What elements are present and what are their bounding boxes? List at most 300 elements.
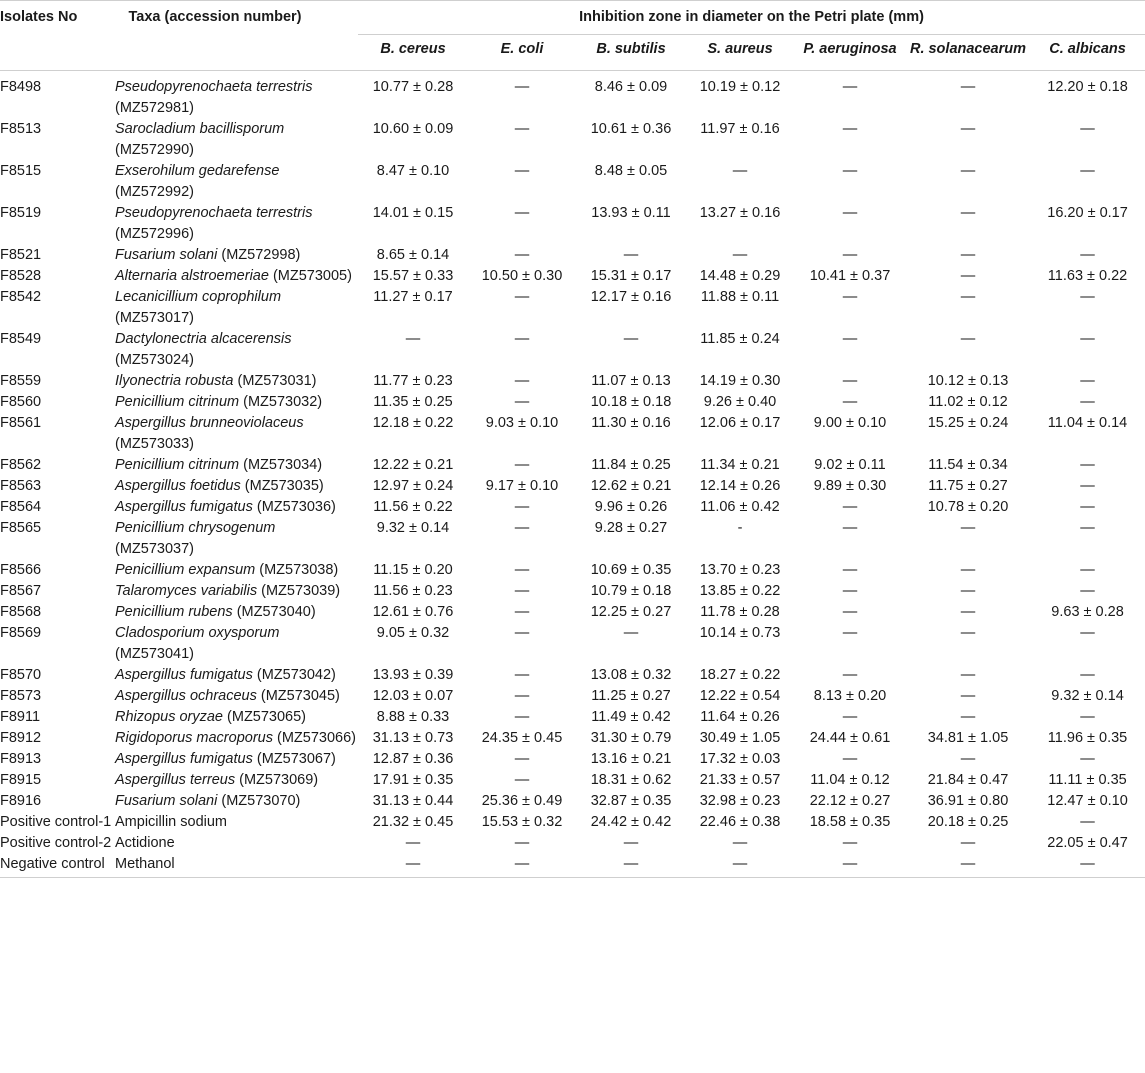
- table-row: [0, 392, 1145, 413]
- inhibition-value-cell: —: [514, 163, 530, 179]
- inhibition-value-cell: 36.91 ± 0.80: [927, 793, 1009, 809]
- accession-number: (MZ573039): [261, 583, 341, 599]
- inhibition-value-cell: —: [1080, 457, 1095, 473]
- inhibition-value-cell: —: [514, 625, 530, 641]
- table-row: [0, 266, 1145, 287]
- inhibition-value-cell: —: [960, 79, 976, 95]
- inhibition-value-cell: —: [732, 835, 748, 851]
- inhibition-value-cell: —: [1080, 163, 1095, 179]
- inhibition-value-cell: —: [1080, 667, 1095, 683]
- inhibition-value-cell: 11.27 ± 0.17: [373, 289, 453, 305]
- inhibition-value-cell: 13.93 ± 0.39: [372, 667, 454, 683]
- isolate-id-cell: F8498: [0, 79, 42, 95]
- inhibition-value-cell: —: [960, 247, 976, 263]
- inhibition-value-cell: —: [1080, 856, 1095, 872]
- inhibition-value-cell: —: [514, 667, 530, 683]
- inhibition-value-cell: 11.07 ± 0.13: [591, 373, 671, 389]
- inhibition-value-cell: —: [623, 625, 639, 641]
- isolate-id-cell: F8564: [0, 499, 42, 515]
- taxa-cell: [112, 455, 358, 476]
- inhibition-value-cell: —: [842, 835, 858, 851]
- inhibition-value-cell: 24.42 ± 0.42: [590, 814, 672, 830]
- isolate-id-cell: F8528: [0, 268, 42, 284]
- taxa-cell: [112, 581, 358, 602]
- inhibition-value-cell: 13.08 ± 0.32: [590, 667, 672, 683]
- inhibition-value-cell: —: [960, 205, 976, 221]
- inhibition-value-cell: 12.03 ± 0.07: [372, 688, 454, 704]
- inhibition-value-cell: —: [514, 289, 530, 305]
- inhibition-value-cell: —: [842, 289, 858, 305]
- taxon-name: Aspergillus fumigatus: [115, 751, 253, 767]
- inhibition-value-cell: 9.63 ± 0.28: [1051, 604, 1124, 620]
- isolate-id-cell: F8561: [0, 415, 42, 431]
- taxa-cell: [112, 119, 358, 161]
- table-row: [0, 203, 1145, 245]
- inhibition-value-cell: —: [514, 499, 530, 515]
- taxa-cell: [112, 749, 358, 770]
- table-row: [0, 476, 1145, 497]
- inhibition-value-cell: 9.00 ± 0.10: [813, 415, 887, 431]
- inhibition-value-cell: 12.17 ± 0.16: [590, 289, 672, 305]
- inhibition-value-cell: 10.41 ± 0.37: [809, 268, 891, 284]
- isolate-id-cell: F8560: [0, 394, 42, 410]
- accession-number: (MZ573031): [237, 373, 317, 389]
- inhibition-value-cell: 14.48 ± 0.29: [699, 268, 781, 284]
- inhibition-value-cell: —: [960, 289, 976, 305]
- table-row: [0, 623, 1145, 665]
- inhibition-value-cell: 11.35 ± 0.25: [373, 394, 453, 410]
- taxon-name: Aspergillus fumigatus: [115, 667, 253, 683]
- inhibition-value-cell: —: [842, 667, 858, 683]
- table-row: [0, 791, 1145, 812]
- table-row: [0, 518, 1145, 560]
- taxon-name: Pseudopyrenochaeta terrestris: [115, 205, 313, 221]
- table-row: [0, 560, 1145, 581]
- accession-number: (MZ573070): [221, 793, 301, 809]
- inhibition-value-cell: —: [1080, 394, 1095, 410]
- inhibition-value-cell: 21.33 ± 0.57: [699, 772, 781, 788]
- inhibition-value-cell: 22.12 ± 0.27: [809, 793, 891, 809]
- taxa-cell: [112, 791, 358, 812]
- inhibition-value-cell: 9.32 ± 0.14: [376, 520, 450, 536]
- taxon-name: Methanol: [115, 856, 175, 872]
- inhibition-value-cell: —: [842, 331, 858, 347]
- inhibition-value-cell: —: [1080, 751, 1095, 767]
- taxa-cell: [112, 623, 358, 665]
- inhibition-value-cell: 12.61 ± 0.76: [372, 604, 454, 620]
- inhibition-value-cell: —: [732, 856, 748, 872]
- inhibition-value-cell: —: [514, 772, 530, 788]
- accession-number: (MZ573017): [115, 310, 194, 326]
- table-row: [0, 581, 1145, 602]
- inhibition-value-cell: —: [842, 373, 858, 389]
- header-organism: E. coli: [500, 41, 544, 57]
- inhibition-value-cell: —: [842, 625, 858, 641]
- inhibition-value-cell: 11.11 ± 0.35: [1048, 772, 1127, 788]
- taxa-cell: [112, 686, 358, 707]
- table-row: [0, 770, 1145, 791]
- inhibition-value-cell: 10.18 ± 0.18: [590, 394, 672, 410]
- accession-number: (MZ573036): [256, 499, 336, 515]
- inhibition-value-cell: 11.25 ± 0.27: [591, 688, 671, 704]
- inhibition-value-cell: —: [514, 79, 530, 95]
- inhibition-value-cell: 8.47 ± 0.10: [376, 163, 450, 179]
- inhibition-value-cell: —: [514, 835, 530, 851]
- inhibition-value-cell: 22.46 ± 0.38: [699, 814, 781, 830]
- taxon-name: Penicillium citrinum: [115, 394, 240, 410]
- table-row: [0, 497, 1145, 518]
- taxon-name: Aspergillus ochraceus: [115, 688, 257, 704]
- inhibition-value-cell: —: [960, 835, 976, 851]
- inhibition-value-cell: 13.16 ± 0.21: [590, 751, 672, 767]
- isolate-id-cell: F8519: [0, 205, 42, 221]
- table-row: [0, 749, 1145, 770]
- inhibition-value-cell: —: [842, 520, 858, 536]
- accession-number: (MZ573041): [115, 646, 194, 662]
- inhibition-value-cell: 9.03 ± 0.10: [485, 415, 559, 431]
- inhibition-value-cell: 14.01 ± 0.15: [372, 205, 454, 221]
- table-row: [0, 686, 1145, 707]
- inhibition-value-cell: 9.05 ± 0.32: [376, 625, 450, 641]
- table-row: [0, 602, 1145, 623]
- table-row: [0, 812, 1145, 833]
- taxa-cell: [112, 392, 358, 413]
- taxon-name: Penicillium chrysogenum: [115, 520, 276, 536]
- inhibition-value-cell: —: [623, 331, 639, 347]
- inhibition-value-cell: 10.12 ± 0.13: [927, 373, 1009, 389]
- taxa-cell: [112, 497, 358, 518]
- inhibition-value-cell: 18.31 ± 0.62: [590, 772, 672, 788]
- inhibition-value-cell: 10.50 ± 0.30: [481, 268, 563, 284]
- accession-number: (MZ573038): [259, 562, 339, 578]
- taxon-name: Fusarium solani: [115, 247, 218, 263]
- inhibition-value-cell: 11.34 ± 0.21: [700, 457, 780, 473]
- inhibition-value-cell: 20.18 ± 0.25: [927, 814, 1009, 830]
- inhibition-value-cell: 12.22 ± 0.21: [372, 457, 454, 473]
- inhibition-value-cell: —: [842, 709, 858, 725]
- inhibition-value-cell: —: [842, 121, 858, 137]
- accession-number: (MZ573034): [243, 457, 323, 473]
- isolate-id-cell: F8559: [0, 373, 42, 389]
- inhibition-value-cell: —: [1080, 520, 1095, 536]
- inhibition-value-cell: 15.31 ± 0.17: [590, 268, 672, 284]
- isolate-id-cell: Positive control-1: [0, 814, 112, 830]
- inhibition-value-cell: 8.88 ± 0.33: [376, 709, 450, 725]
- isolate-id-cell: F8915: [0, 772, 42, 788]
- inhibition-value-cell: 11.04 ± 0.14: [1047, 415, 1128, 431]
- inhibition-value-cell: 11.02 ± 0.12: [928, 394, 1008, 410]
- taxon-name: Sarocladium bacillisporum: [115, 121, 285, 137]
- inhibition-value-cell: —: [514, 457, 530, 473]
- inhibition-value-cell: -: [737, 520, 743, 536]
- inhibition-value-cell: —: [514, 856, 530, 872]
- inhibition-value-cell: 8.46 ± 0.09: [594, 79, 668, 95]
- inhibition-value-cell: 15.53 ± 0.32: [481, 814, 563, 830]
- isolate-id-cell: F8567: [0, 583, 42, 599]
- taxa-cell: [112, 203, 358, 245]
- inhibition-value-cell: 18.27 ± 0.22: [699, 667, 781, 683]
- inhibition-value-cell: 11.78 ± 0.28: [700, 604, 780, 620]
- taxon-name: Rhizopus oryzae: [115, 709, 223, 725]
- inhibition-value-cell: 12.18 ± 0.22: [372, 415, 454, 431]
- taxa-cell: [112, 854, 358, 878]
- inhibition-value-cell: 11.88 ± 0.11: [700, 289, 780, 305]
- inhibition-value-cell: —: [960, 520, 976, 536]
- taxon-name: Ampicillin sodium: [115, 814, 228, 830]
- inhibition-value-cell: 9.17 ± 0.10: [485, 478, 559, 494]
- isolate-id-cell: F8566: [0, 562, 42, 578]
- inhibition-value-cell: 12.87 ± 0.36: [372, 751, 454, 767]
- inhibition-value-cell: 21.84 ± 0.47: [927, 772, 1009, 788]
- inhibition-value-cell: —: [960, 625, 976, 641]
- inhibition-value-cell: —: [960, 709, 976, 725]
- inhibition-value-cell: 11.64 ± 0.26: [700, 709, 780, 725]
- inhibition-value-cell: —: [514, 394, 530, 410]
- inhibition-value-cell: 13.70 ± 0.23: [699, 562, 781, 578]
- inhibition-value-cell: 13.85 ± 0.22: [699, 583, 781, 599]
- taxa-cell: [112, 371, 358, 392]
- accession-number: (MZ573033): [115, 436, 194, 452]
- taxa-cell: [112, 161, 358, 203]
- taxa-cell: [112, 560, 358, 581]
- inhibition-value-cell: 24.44 ± 0.61: [809, 730, 891, 746]
- taxon-name: Pseudopyrenochaeta terrestris: [115, 79, 313, 95]
- table-row: [0, 854, 1145, 878]
- inhibition-value-cell: 8.13 ± 0.20: [813, 688, 887, 704]
- inhibition-value-cell: —: [960, 604, 976, 620]
- inhibition-value-cell: —: [842, 583, 858, 599]
- inhibition-value-cell: 11.63 ± 0.22: [1047, 268, 1128, 284]
- accession-number: (MZ572981): [115, 100, 194, 116]
- inhibition-value-cell: —: [960, 331, 976, 347]
- inhibition-value-cell: —: [623, 856, 639, 872]
- inhibition-value-cell: 9.28 ± 0.27: [594, 520, 668, 536]
- taxon-name: Penicillium rubens: [115, 604, 233, 620]
- accession-number: (MZ572996): [115, 226, 194, 242]
- table-row: [0, 287, 1145, 329]
- inhibition-value-cell: —: [842, 247, 858, 263]
- inhibition-value-cell: 12.20 ± 0.18: [1047, 79, 1128, 95]
- isolate-id-cell: F8911: [0, 709, 41, 725]
- isolate-id-cell: F8515: [0, 163, 42, 179]
- inhibition-value-cell: 10.69 ± 0.35: [590, 562, 672, 578]
- taxon-name: Exserohilum gedarefense: [115, 163, 280, 179]
- table-body: [0, 71, 1145, 878]
- accession-number: (MZ573024): [115, 352, 194, 368]
- header-inhibition-zone: Inhibition zone in diameter on the Petri plate (mm): [358, 1, 1145, 35]
- taxa-cell: [112, 245, 358, 266]
- accession-number: (MZ573042): [256, 667, 336, 683]
- inhibition-value-cell: —: [960, 121, 976, 137]
- inhibition-value-cell: —: [514, 373, 530, 389]
- inhibition-value-cell: 22.05 ± 0.47: [1047, 835, 1128, 851]
- inhibition-value-cell: —: [514, 709, 530, 725]
- isolate-id-cell: F8513: [0, 121, 42, 137]
- isolate-id-cell: F8521: [0, 247, 42, 263]
- inhibition-value-cell: 11.06 ± 0.42: [700, 499, 780, 515]
- inhibition-value-cell: 10.79 ± 0.18: [590, 583, 672, 599]
- inhibition-value-cell: 11.85 ± 0.24: [700, 331, 780, 347]
- inhibition-value-cell: 9.96 ± 0.26: [594, 499, 668, 515]
- inhibition-value-cell: —: [842, 79, 858, 95]
- taxon-name: Aspergillus fumigatus: [115, 499, 253, 515]
- inhibition-value-cell: 15.57 ± 0.33: [372, 268, 454, 284]
- accession-number: (MZ572990): [115, 142, 194, 158]
- table-row: [0, 329, 1145, 371]
- table-row: [0, 455, 1145, 476]
- inhibition-value-cell: 9.89 ± 0.30: [813, 478, 887, 494]
- accession-number: (MZ573005): [272, 268, 352, 284]
- inhibition-value-cell: —: [1080, 478, 1095, 494]
- table-row: [0, 71, 1145, 120]
- table-row: [0, 371, 1145, 392]
- inhibition-value-cell: 11.04 ± 0.12: [810, 772, 890, 788]
- inhibition-value-cell: 13.93 ± 0.11: [591, 205, 671, 221]
- inhibition-value-cell: 11.30 ± 0.16: [591, 415, 671, 431]
- inhibition-value-cell: —: [1080, 331, 1095, 347]
- inhibition-value-cell: 12.22 ± 0.54: [699, 688, 781, 704]
- inhibition-value-cell: —: [405, 835, 421, 851]
- inhibition-value-cell: 11.97 ± 0.16: [700, 121, 780, 137]
- table-row: [0, 413, 1145, 455]
- inhibition-value-cell: 21.32 ± 0.45: [372, 814, 454, 830]
- isolate-id-cell: F8563: [0, 478, 42, 494]
- inhibition-value-cell: —: [842, 604, 858, 620]
- inhibition-value-cell: 30.49 ± 1.05: [699, 730, 781, 746]
- table-row: [0, 119, 1145, 161]
- inhibition-value-cell: 11.56 ± 0.23: [373, 583, 453, 599]
- taxa-cell: [112, 812, 358, 833]
- isolate-id-cell: F8562: [0, 457, 42, 473]
- taxa-cell: [112, 71, 358, 120]
- inhibition-value-cell: 24.35 ± 0.45: [481, 730, 563, 746]
- inhibition-value-cell: 14.19 ± 0.30: [699, 373, 781, 389]
- accession-number: (MZ573035): [244, 478, 324, 494]
- inhibition-value-cell: 12.97 ± 0.24: [372, 478, 454, 494]
- inhibition-value-cell: 32.98 ± 0.23: [699, 793, 781, 809]
- inhibition-value-cell: —: [514, 751, 530, 767]
- inhibition-value-cell: —: [405, 856, 421, 872]
- inhibition-value-cell: —: [960, 163, 976, 179]
- taxa-cell: [112, 329, 358, 371]
- isolate-id-cell: F8573: [0, 688, 42, 704]
- inhibition-value-cell: —: [960, 688, 976, 704]
- header-organism: B. subtilis: [596, 41, 666, 57]
- inhibition-value-cell: —: [623, 247, 639, 263]
- inhibition-value-cell: —: [842, 562, 858, 578]
- table-row: [0, 833, 1145, 854]
- header-organism: R. solanacearum: [909, 41, 1027, 57]
- inhibition-value-cell: —: [960, 268, 976, 284]
- inhibition-value-cell: 12.25 ± 0.27: [590, 604, 672, 620]
- inhibition-value-cell: —: [842, 394, 858, 410]
- inhibition-value-cell: —: [842, 499, 858, 515]
- taxon-name: Ilyonectria robusta: [115, 373, 234, 389]
- inhibition-value-cell: 8.65 ± 0.14: [376, 247, 450, 263]
- taxon-name: Talaromyces variabilis: [115, 583, 258, 599]
- isolate-id-cell: F8916: [0, 793, 42, 809]
- inhibition-value-cell: —: [405, 331, 421, 347]
- taxon-name: Alternaria alstroemeriae: [115, 268, 269, 284]
- isolate-id-cell: F8565: [0, 520, 42, 536]
- taxon-name: Aspergillus terreus: [115, 772, 236, 788]
- inhibition-value-cell: 31.30 ± 0.79: [590, 730, 672, 746]
- isolate-id-cell: Negative control: [0, 856, 105, 872]
- inhibition-value-cell: 12.06 ± 0.17: [699, 415, 781, 431]
- inhibition-value-cell: 31.13 ± 0.44: [372, 793, 454, 809]
- inhibition-value-cell: 10.60 ± 0.09: [372, 121, 454, 137]
- header-organism: P. aeruginosa: [803, 41, 897, 57]
- accession-number: (MZ573040): [236, 604, 316, 620]
- accession-number: (MZ572998): [221, 247, 301, 263]
- inhibition-value-cell: 16.20 ± 0.17: [1047, 205, 1128, 221]
- inhibition-value-cell: 15.25 ± 0.24: [927, 415, 1009, 431]
- header-organism: S. aureus: [707, 41, 773, 57]
- taxon-name: Lecanicillium coprophilum: [115, 289, 282, 305]
- inhibition-value-cell: —: [1080, 583, 1095, 599]
- inhibition-value-cell: 9.32 ± 0.14: [1051, 688, 1124, 704]
- inhibition-value-cell: 10.14 ± 0.73: [699, 625, 781, 641]
- inhibition-value-cell: —: [732, 163, 748, 179]
- inhibition-value-cell: 11.49 ± 0.42: [591, 709, 671, 725]
- inhibition-value-cell: —: [1080, 121, 1095, 137]
- inhibition-value-cell: —: [842, 751, 858, 767]
- header-organism: C. albicans: [1049, 41, 1126, 57]
- accession-number: (MZ573069): [239, 772, 319, 788]
- inhibition-value-cell: 18.58 ± 0.35: [809, 814, 891, 830]
- inhibition-value-cell: —: [1080, 289, 1095, 305]
- inhibition-value-cell: —: [960, 856, 976, 872]
- table-row: [0, 665, 1145, 686]
- inhibition-value-cell: 17.91 ± 0.35: [372, 772, 454, 788]
- taxa-cell: [112, 413, 358, 455]
- taxa-cell: [112, 665, 358, 686]
- table-row: [0, 707, 1145, 728]
- inhibition-value-cell: 11.54 ± 0.34: [928, 457, 1008, 473]
- inhibition-value-cell: —: [1080, 373, 1095, 389]
- inhibition-value-cell: 11.56 ± 0.22: [373, 499, 453, 515]
- inhibition-value-cell: 8.48 ± 0.05: [594, 163, 668, 179]
- taxa-cell: [112, 602, 358, 623]
- accession-number: (MZ573066): [277, 730, 356, 746]
- taxa-cell: [112, 833, 358, 854]
- inhibition-value-cell: —: [514, 688, 530, 704]
- inhibition-value-cell: —: [1080, 625, 1095, 641]
- header-taxa: Taxa (accession number): [112, 1, 358, 71]
- inhibition-value-cell: —: [514, 121, 530, 137]
- accession-number: (MZ573045): [260, 688, 340, 704]
- isolate-id-cell: F8568: [0, 604, 42, 620]
- inhibition-value-cell: 10.61 ± 0.36: [590, 121, 672, 137]
- inhibition-value-cell: 10.77 ± 0.28: [372, 79, 454, 95]
- inhibition-value-cell: —: [514, 583, 530, 599]
- isolate-id-cell: F8912: [0, 730, 42, 746]
- taxon-name: Penicillium expansum: [115, 562, 256, 578]
- taxon-name: Penicillium citrinum: [115, 457, 240, 473]
- taxon-name: Dactylonectria alcacerensis: [115, 331, 292, 347]
- inhibition-value-cell: —: [960, 562, 976, 578]
- taxa-cell: [112, 287, 358, 329]
- accession-number: (MZ573032): [243, 394, 323, 410]
- header-organism: B. cereus: [380, 41, 446, 57]
- inhibition-value-cell: —: [514, 562, 530, 578]
- inhibition-value-cell: 10.19 ± 0.12: [699, 79, 781, 95]
- inhibition-value-cell: —: [1080, 814, 1095, 830]
- inhibition-value-cell: —: [514, 520, 530, 536]
- inhibition-value-cell: —: [514, 331, 530, 347]
- inhibition-value-cell: —: [732, 247, 748, 263]
- header-isolates: Isolates No: [0, 1, 112, 71]
